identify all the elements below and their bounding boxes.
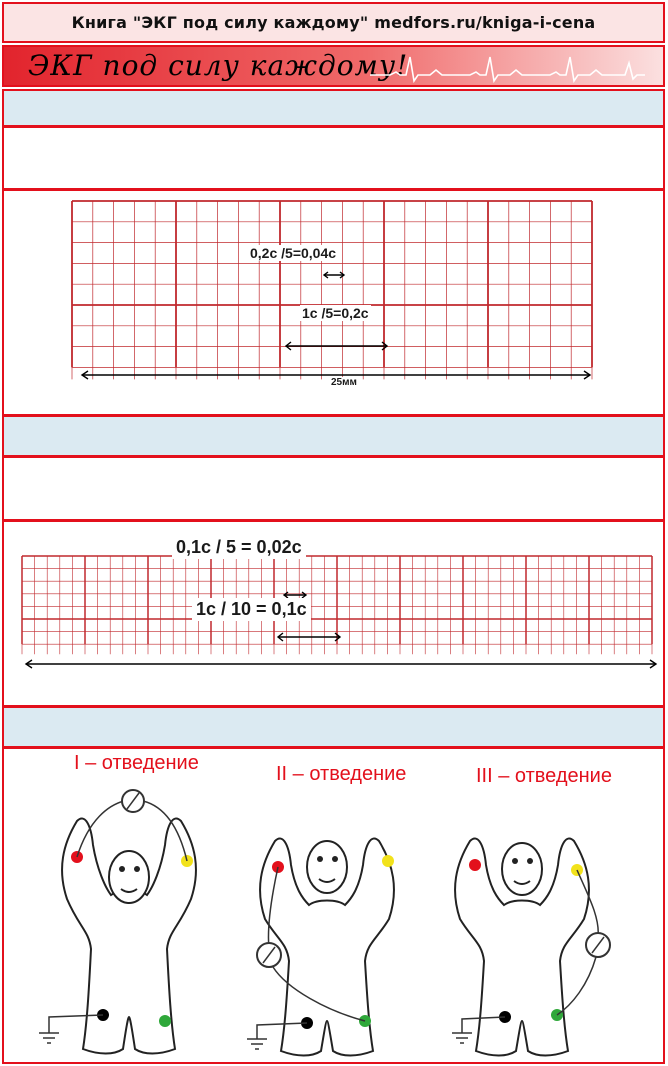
logo-text: ЭКГ под силу каждому!	[28, 49, 409, 82]
figure-lead-1	[39, 790, 196, 1054]
text-block-1	[2, 126, 665, 190]
ecg-grid-25-panel	[2, 189, 665, 416]
logo-banner	[2, 45, 665, 87]
lead-1-title: I – отведение	[74, 752, 199, 774]
label-small-cell-25: 0,2с /5=0,04с	[250, 245, 337, 261]
lead-3-title: III – отведение	[476, 765, 612, 787]
ecg-grid-50-panel	[2, 520, 665, 707]
figure-lead-3	[452, 838, 610, 1055]
lead-2-title: II – отведение	[276, 763, 407, 785]
book-banner-text: Книга "ЭКГ под силу каждому" medfors.ru/kniga-i-cena	[71, 13, 596, 32]
ecg-wave-icon	[370, 53, 645, 83]
section-header-2	[2, 415, 665, 457]
leads-figure-panel	[2, 747, 665, 1064]
section-header-3	[2, 706, 665, 748]
ecg-grid-25	[72, 201, 598, 401]
text-block-2	[2, 456, 665, 521]
label-small-cell-50: 0,1с / 5 = 0,02с	[172, 536, 306, 559]
section-header-1	[2, 89, 665, 127]
figure-lead-2	[247, 838, 394, 1055]
leads-illustration	[4, 749, 663, 1062]
label-big-cell-50: 1с / 10 = 0,1с	[192, 598, 311, 621]
label-big-cell-25: 1с /5=0,2с	[302, 305, 369, 321]
label-width-25mm: 25мм	[331, 377, 357, 388]
ecg-grid-50	[22, 556, 658, 680]
book-banner[interactable]	[2, 2, 665, 43]
